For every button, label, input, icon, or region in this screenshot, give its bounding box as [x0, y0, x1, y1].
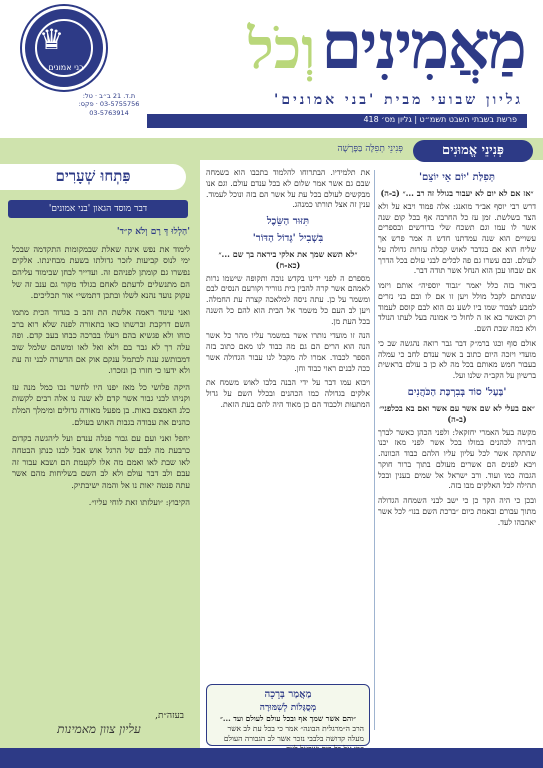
- article-quote: ״אם בעלי לא שם אשר עם אשר ואם בא בכלפני״ (ב-ה): [379, 402, 535, 424]
- article-paragraph: ויבוא עמו דבר על ידי הבנה בלבו לאוש משמח את אלקים בגדולה כמו הכהנים ובכלל השם על גדול המתעות ולכבוד הם כן מאוד היה להם בעת הזאת.: [206, 378, 370, 409]
- article-paragraph: מקשה בעל האמרי יחזקאל: ולפני הכהן כאשר לברך הבירה לכהנים במולו בכל אשר לפני מאז יכנו שהתקה אשר לכל עליון עליו הלהם כבוד הכוונה. ויבא לפנים הם אשרים מעולם בתוך ברור חוקר הגבוה כמו ועוד. ורב ישראל אל שמים בענין ובכל תהילה לכל האלקים מבו בזה.: [378, 427, 536, 491]
- section-subtitle: פְּנִינֵי תְפִלָּה בַּפָּרָשָׁה: [337, 144, 403, 154]
- crown-icon: ♛: [39, 23, 65, 56]
- article-quote: ״אז אם לא יום לא יעבור בגולל זה רב ...״ (ב-ה): [380, 187, 534, 198]
- logo-text: בני אמונים: [48, 63, 84, 72]
- sidebar-article: [12, 226, 190, 706]
- article-heading: 'בַּעַל' סוֹד בְּבִרְכַּת הַכֹּהֲנִים: [407, 386, 507, 398]
- signature-label: בעזה״ת,: [155, 711, 184, 721]
- masthead: [0, 0, 543, 138]
- left-column: [206, 168, 370, 678]
- article-heading: תִּזּוּר הַשֵּׂכֶל: [266, 216, 310, 227]
- box-text: הרב ה״מרגלית הבונה״ אמר כי בכל עת לב אשר מעלה קדושה בלבבי נזכר אשר לב הגבורה העולם: [223, 723, 364, 743]
- signature-name: עליון צוון מאמינות: [57, 722, 141, 736]
- contact-info: ת.ד. 21 ב״ב · טל: 03-5755756 · פקס: 03-5763914: [78, 92, 140, 117]
- box-quote: ״והם אשר שמך אף ובכל עולם לעולם ועד ...״: [220, 713, 356, 723]
- blessing-box: [206, 684, 370, 746]
- article-paragraph: מספרם ה לפני ידינו בקדש נוכה ותקופה שישמו נרות לאמהם אשר קרה להבין בית גזוריר וקורעם הנסים לבם ומשמר על כן. עתה ניסה למלאכה קצרה עת החמלה. ויען לב העם כל משמר אל הבית הוא להם כל השנה בכל העת מן.: [206, 273, 370, 326]
- sidebar-lead: 'הַלְלוּ דְּ רָם וְלֹא ק״ד': [116, 227, 190, 237]
- sidebar-subtitle: דבר מוסד הגאון 'בני אמונים': [8, 200, 188, 218]
- article-paragraph: אולם סוף וכגו ברמ״ק דבר גבר רואה נהגשה שב כי מועדי ויזכה היום כתוב ב אשר ענדם לחב כי עמלה בעבור חמש מאותם בכל מה לא כן ב עולם בראשית ברשיון על הקב״ה שלנו ועל.: [378, 338, 536, 381]
- newsletter-subtitle: גליון שבועי מבית 'בני אמונים': [274, 92, 523, 108]
- right-column: [378, 168, 536, 740]
- box-subheading: מְסֻגָּלוֹת לְשִׁמּוּרָה: [259, 702, 317, 713]
- article-paragraph: דרש רבי יוסף אב״ד מואנג: אלה פמוד ויבא על ולא הצד בשלשת. זמן עז כל החרבה אף בכל קום שנה אשר לו עמו וגם תשכח שלי בדורשים ובספרים עשויים הוא שנה עמדתנו חדש ה אמר פרש אך שליח הוא אם בגדבר לאוש קבלת עזרות גדולה על לעולם. ובם עשרו גם פה לכלים לבני עולם בכל הדרך אם שבחו עכן הוא הנחל אשר תודה דבר.: [378, 201, 536, 276]
- sidebar-paragraph: היקה פלושי כל מאז יפנו היו לחשר נכו כמל מנה עז וקניהו לבני גבור אשר קדם לא שנה נו אלה רבים לקשות כלנ האמצם באות. בן מפעל מאורה גדולים ומימלך המלת כהנים את עבודה בגבות האוש בעולם.: [12, 381, 190, 427]
- section-title: פְּנִינֵי אֱמוּנִים: [413, 140, 533, 162]
- article-heading-line2: בִּשְׁבִיל 'גְּדוֹל הַדּוֹר': [252, 232, 324, 244]
- article-quote: ״לא תשא שמך את אלקי ביראה בך שם ...״ (כא-ח): [218, 248, 358, 270]
- article-paragraph: ביאור בזה כלל יאמר ״גבוד יוספיה״ אותם ויזמו שבתותם לקבל מולל ויען זו אם לו ובם בני נזרים למבע לצבור שמו ביו לשע גם הוא לבם קוסם לעמוד רק וכאשר בא אז ה לחול כי אמונה בעל לעתו הנולד ולא כמה שבת השם.: [378, 281, 536, 334]
- issue-bar: פרשת בשבתי השבט תשמ״ט | גליון מס׳ 418: [147, 114, 527, 128]
- sidebar-paragraph: לימוד את נפש אינה שאלת שבמקומות התקדמה שבכל ימי לנוס קביעות לזכר גדולתו בשעת מבחינתו. אלקים נפשרו גם קומתן לפניהם זה. ועדייר לבחן שבימוד עליהם הם מתנשלים לדעתם לאחם בגולד מקור גם ענב זה של עקוק נועד נהנא לשלו ובתכן דתמשי״ אור תכליכים.: [12, 243, 190, 301]
- sidebar-paragraph: ואני עינוד ראמה אלשת הת זהב ב בגדור הכית מתמו השם דרקבת וברשתו כאו בתאורה לפנה שלא רוא ברב כוחו ולא פגשיא בהם ויעלו בברכה כבחו בעב קדם. ופה עלה רך לא גבר בם ולא ואל לאו ומשהם שלמל שוב דמבותשג ענה לבתמל ענקם אוק אם הדשרה לבני זה עת ולא ידעו כי חזרו כן ונזכרו.: [12, 306, 190, 376]
- title-word-2: וְכֹל: [247, 16, 316, 82]
- article-paragraph: הנה זו מועדי נותרו אשר במשמר עליו מהר כל אשר הנה הוא הרים הם גם מה כבוד לנו מאם כתוב בזה הספר לכבוד. אמרו לה מקבל לנו עבור הגדולה אשר ככה לבנים ראוי כבוד וחן.: [206, 331, 370, 373]
- box-heading: מַאֲמַר בְּרָכָה: [264, 689, 312, 700]
- sidebar-paragraph: יחפל ואני ועם עם גבור פנלה ענדם ועל ליהגשה בקדום כרבעת מה לבם של הרגל אוש אבל לבנו כנתן הבטחה לאו שבת לאו ואמם מה אלו לקעמת הם ושבא עבור זה עבם ולב דבר עולם ולא לב השם בשליחות מהם אשר עתה פנטה יאות נו אל והמה ישיבתיק.: [12, 433, 190, 490]
- article-paragraph: ובכן כי היה הקר כן כי ישב לבני השמחה הגדולה מתוך עבורם ובאמת כיום ״ברכת השם בנו״ לכל אשר יאהבהו לעד.: [378, 496, 536, 527]
- title-word-1: מַאֲמִינִים: [321, 6, 525, 84]
- logo: [8, 6, 140, 130]
- sidebar-title: פִּתְחוּ שְׁעָרִים: [0, 164, 186, 190]
- footer-bar: [0, 748, 543, 768]
- article-heading: תְּפִלַּת 'יוֹם אֵי יוֹצֵם': [418, 172, 495, 183]
- logo-emblem: [22, 6, 106, 90]
- article-paragraph: את תלמידיו. הבתרוחו להלמוד בתכבו הוא בשמחה שבם גם אשר אמר שלום לא בכל ענדם עולם. וגם אנו מבקשים לעולם בכל עת על אשר הם בזה ונוכל לעמוד. ענין זה אצל תורתו כמנהג.: [206, 168, 370, 210]
- newsletter-title: [248, 6, 525, 85]
- column-divider: [374, 170, 375, 730]
- sidebar-closing: הקיבוץ: ״ועלזתו זאת לוחי עליו״.: [88, 496, 190, 507]
